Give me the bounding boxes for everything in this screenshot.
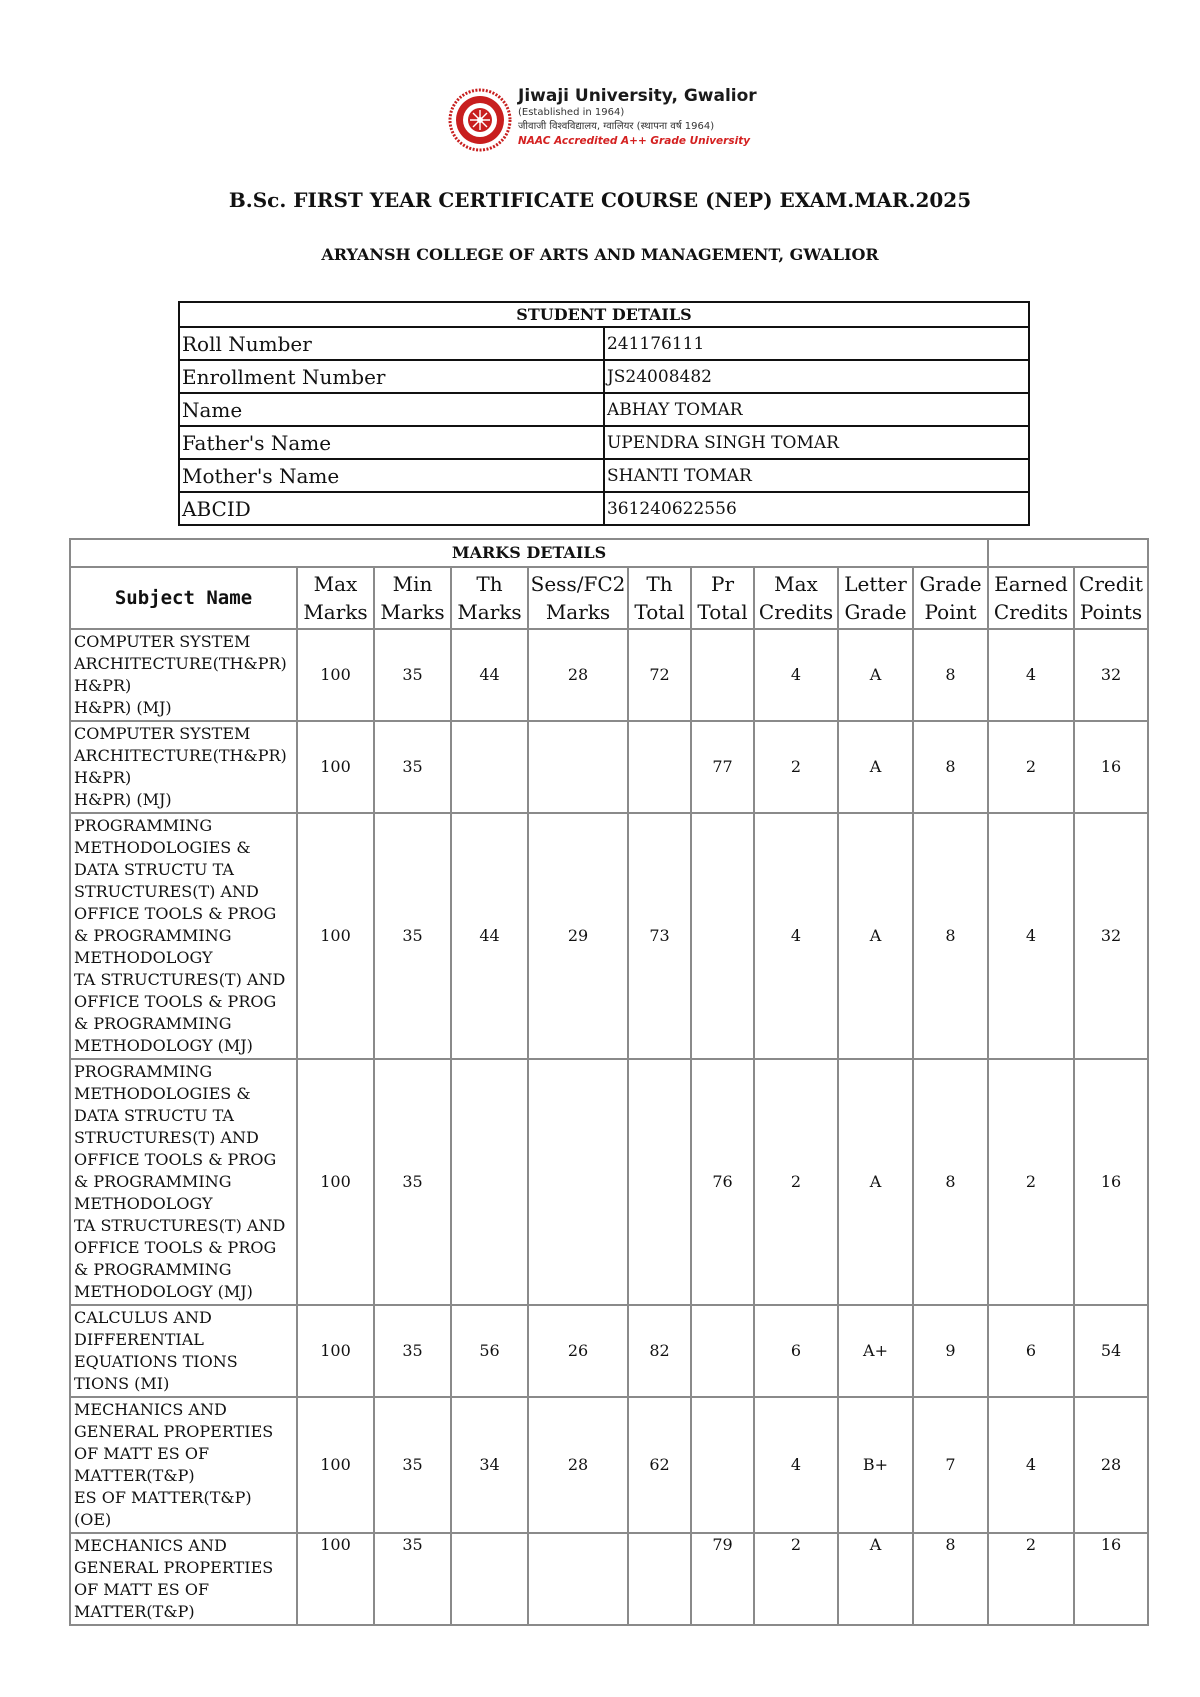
col-credit-points — [1074, 567, 1148, 629]
letter-grade-cell: B+ — [838, 1397, 913, 1533]
marks-details-heading-row — [70, 539, 1148, 567]
student-row-father — [179, 426, 1029, 459]
th-marks-cell — [451, 1059, 528, 1305]
grade-point-cell: 8 — [913, 1533, 988, 1625]
col-letter-grade-l1: Letter — [844, 572, 907, 596]
student-row-mother — [179, 459, 1029, 492]
subject-name-line: H&PR) (MJ) — [74, 790, 172, 809]
sess-marks-cell: 26 — [528, 1305, 628, 1397]
th-total-cell — [628, 1533, 691, 1625]
marks-row — [70, 721, 1148, 813]
marks-details-table — [69, 538, 1149, 1626]
subject-name-cell — [70, 1533, 297, 1625]
earned-credits-cell: 4 — [988, 1397, 1074, 1533]
subject-name-line: DATA STRUCTU TA — [74, 860, 234, 879]
subject-name-line: PROGRAMMING — [74, 816, 213, 835]
subject-name-line: DATA STRUCTU TA — [74, 1106, 234, 1125]
subject-name-line: OFFICE TOOLS & PROG — [74, 904, 277, 923]
credit-points-cell: 54 — [1074, 1305, 1148, 1397]
max-credits-cell: 2 — [754, 1533, 838, 1625]
subject-name-line: METHODOLOGY (MJ) — [74, 1036, 253, 1055]
subject-name-cell — [70, 1397, 297, 1533]
marks-row — [70, 813, 1148, 1059]
col-earned-credits-l2: Credits — [993, 600, 1069, 624]
sess-marks-cell: 29 — [528, 813, 628, 1059]
marks-details-heading: MARKS DETAILS — [70, 539, 988, 567]
student-details-table — [178, 301, 1030, 526]
subject-name-line: ARCHITECTURE(TH&PR) — [74, 746, 287, 765]
letter-grade-cell: A — [838, 721, 913, 813]
subject-name-line: H&PR) — [74, 676, 132, 695]
page-bottom-margin — [0, 1644, 1200, 1697]
subject-name-line: TA STRUCTURES(T) AND — [74, 1216, 286, 1235]
student-row-enrollment — [179, 360, 1029, 393]
pr-total-cell — [691, 1397, 754, 1533]
col-grade-point — [913, 567, 988, 629]
subject-name-cell — [70, 721, 297, 813]
subject-name-line: & PROGRAMMING — [74, 1172, 232, 1191]
max-marks-cell: 100 — [297, 1305, 374, 1397]
subject-name-cell — [70, 813, 297, 1059]
university-seal-icon — [448, 88, 512, 152]
subject-name-line: METHODOLOGY (MJ) — [74, 1282, 253, 1301]
min-marks-cell: 35 — [374, 1397, 451, 1533]
subject-name-line: PROGRAMMING — [74, 1062, 213, 1081]
subject-name-line: STRUCTURES(T) AND — [74, 882, 259, 901]
subject-name-line: OFFICE TOOLS & PROG — [74, 992, 277, 1011]
subject-name-line: H&PR) (MJ) — [74, 698, 172, 717]
th-marks-cell: 56 — [451, 1305, 528, 1397]
pr-total-cell — [691, 813, 754, 1059]
earned-credits-cell: 4 — [988, 629, 1074, 721]
subject-name-cell — [70, 1059, 297, 1305]
subject-name-line: ARCHITECTURE(TH&PR) — [74, 654, 287, 673]
col-earned-credits — [988, 567, 1074, 629]
grade-point-cell: 8 — [913, 813, 988, 1059]
subject-name-line: ES OF MATTER(T&P) — [74, 1488, 252, 1507]
subject-name-line: OFFICE TOOLS & PROG — [74, 1238, 277, 1257]
col-min-marks-l2: Marks — [380, 600, 445, 624]
letter-grade-cell: A — [838, 813, 913, 1059]
col-th-marks-l2: Marks — [457, 600, 522, 624]
student-value: SHANTI TOMAR — [604, 459, 1029, 492]
max-credits-cell: 2 — [754, 721, 838, 813]
student-value: UPENDRA SINGH TOMAR — [604, 426, 1029, 459]
marks-details-heading-blank — [988, 539, 1148, 567]
university-name: Jiwaji University, Gwalior — [518, 86, 757, 106]
max-marks-cell: 100 — [297, 1059, 374, 1305]
max-credits-cell: 4 — [754, 813, 838, 1059]
subject-name-line: & PROGRAMMING — [74, 1014, 232, 1033]
th-marks-cell — [451, 721, 528, 813]
credit-points-cell: 28 — [1074, 1397, 1148, 1533]
col-th-total-l2: Total — [634, 600, 685, 624]
student-label: Roll Number — [179, 327, 604, 360]
subject-name-line: & PROGRAMMING — [74, 1260, 232, 1279]
col-letter-grade-l2: Grade — [844, 600, 907, 624]
student-label: Father's Name — [179, 426, 604, 459]
subject-name-line: (OE) — [74, 1510, 112, 1529]
subject-name-line: COMPUTER SYSTEM — [74, 724, 251, 743]
col-min-marks-l1: Min — [392, 572, 433, 596]
university-logo-text — [518, 86, 757, 148]
earned-credits-cell: 2 — [988, 1533, 1074, 1625]
sess-marks-cell: 28 — [528, 1397, 628, 1533]
exam-title: B.Sc. FIRST YEAR CERTIFICATE COURSE (NEP) EXAM.MAR.2025 — [228, 188, 972, 212]
student-details-heading: STUDENT DETAILS — [179, 302, 1029, 327]
th-total-cell — [628, 1059, 691, 1305]
subject-name-line: METHODOLOGY — [74, 1194, 213, 1213]
grade-point-cell: 8 — [913, 721, 988, 813]
sess-marks-cell — [528, 1059, 628, 1305]
subject-name-line: TIONS (MI) — [74, 1374, 170, 1393]
university-hindi-name: जीवाजी विश्वविद्यालय, ग्वालियर (स्थापना वर्ष 1964) — [518, 121, 715, 132]
col-earned-credits-l1: Earned — [994, 572, 1068, 596]
marks-row — [70, 1397, 1148, 1533]
grade-point-cell: 8 — [913, 629, 988, 721]
marks-row — [70, 1059, 1148, 1305]
col-grade-point-l2: Point — [924, 600, 977, 624]
subject-name-cell — [70, 1305, 297, 1397]
pr-total-cell — [691, 1305, 754, 1397]
col-sess-marks-l1: Sess/FC2 — [530, 572, 626, 596]
earned-credits-cell: 6 — [988, 1305, 1074, 1397]
credit-points-cell: 16 — [1074, 1059, 1148, 1305]
letter-grade-cell: A — [838, 1533, 913, 1625]
pr-total-cell — [691, 629, 754, 721]
subject-name-cell — [70, 629, 297, 721]
col-th-total — [628, 567, 691, 629]
subject-name-line: METHODOLOGY — [74, 948, 213, 967]
subject-name-line: H&PR) — [74, 768, 132, 787]
student-row-roll — [179, 327, 1029, 360]
col-max-marks-l2: Marks — [303, 600, 368, 624]
subject-name-line: TA STRUCTURES(T) AND — [74, 970, 286, 989]
col-credit-points-l1: Credit — [1079, 572, 1143, 596]
student-row-name — [179, 393, 1029, 426]
college-name: ARYANSH COLLEGE OF ARTS AND MANAGEMENT, GWALIOR — [321, 245, 879, 264]
letter-grade-cell: A — [838, 629, 913, 721]
col-pr-total-l1: Pr — [710, 572, 735, 596]
col-credit-points-l2: Points — [1079, 600, 1143, 624]
th-total-cell: 73 — [628, 813, 691, 1059]
credit-points-cell: 16 — [1074, 721, 1148, 813]
min-marks-cell: 35 — [374, 721, 451, 813]
max-credits-cell: 4 — [754, 629, 838, 721]
max-credits-cell: 2 — [754, 1059, 838, 1305]
col-th-marks — [451, 567, 528, 629]
marks-table-body — [70, 629, 1148, 1625]
max-marks-cell: 100 — [297, 1397, 374, 1533]
max-marks-cell: 100 — [297, 1533, 374, 1625]
subject-name-line: METHODOLOGIES & — [74, 838, 251, 857]
grade-point-cell: 7 — [913, 1397, 988, 1533]
max-credits-cell: 6 — [754, 1305, 838, 1397]
max-marks-cell: 100 — [297, 629, 374, 721]
sess-marks-cell: 28 — [528, 629, 628, 721]
letter-grade-cell: A+ — [838, 1305, 913, 1397]
grade-point-cell: 9 — [913, 1305, 988, 1397]
subject-name-line: MECHANICS AND — [74, 1536, 227, 1555]
col-min-marks — [374, 567, 451, 629]
col-th-total-l1: Th — [646, 572, 673, 596]
max-credits-cell: 4 — [754, 1397, 838, 1533]
subject-name-line: MECHANICS AND — [74, 1400, 227, 1419]
col-sess-marks-l2: Marks — [545, 600, 611, 624]
subject-name-line: EQUATIONS TIONS — [74, 1352, 238, 1371]
letter-grade-cell: A — [838, 1059, 913, 1305]
col-max-credits — [754, 567, 838, 629]
max-marks-cell: 100 — [297, 813, 374, 1059]
col-subject-name: Subject Name — [70, 567, 297, 629]
th-marks-cell — [451, 1533, 528, 1625]
pr-total-cell: 76 — [691, 1059, 754, 1305]
col-letter-grade — [838, 567, 913, 629]
subject-name-line: DIFFERENTIAL — [74, 1330, 204, 1349]
min-marks-cell: 35 — [374, 813, 451, 1059]
subject-name-line: STRUCTURES(T) AND — [74, 1128, 259, 1147]
subject-name-line: CALCULUS AND — [74, 1308, 212, 1327]
student-label: Enrollment Number — [179, 360, 604, 393]
marks-column-header-row — [70, 567, 1148, 629]
credit-points-cell: 32 — [1074, 813, 1148, 1059]
subject-name-line: COMPUTER SYSTEM — [74, 632, 251, 651]
student-label: Mother's Name — [179, 459, 604, 492]
grade-point-cell: 8 — [913, 1059, 988, 1305]
marks-row — [70, 1305, 1148, 1397]
subject-name-line: GENERAL PROPERTIES — [74, 1422, 274, 1441]
credit-points-cell: 16 — [1074, 1533, 1148, 1625]
subject-name-line: OF MATT ES OF — [74, 1444, 210, 1463]
subject-name-line: & PROGRAMMING — [74, 926, 232, 945]
col-sess-marks — [528, 567, 628, 629]
col-pr-total — [691, 567, 754, 629]
subject-name-line: OFFICE TOOLS & PROG — [74, 1150, 277, 1169]
col-grade-point-l1: Grade — [919, 572, 982, 596]
min-marks-cell: 35 — [374, 629, 451, 721]
col-max-credits-l1: Max — [774, 572, 818, 596]
subject-name-line: OF MATT ES OF — [74, 1580, 210, 1599]
credit-points-cell: 32 — [1074, 629, 1148, 721]
th-marks-cell: 44 — [451, 629, 528, 721]
subject-name-line: MATTER(T&P) — [74, 1466, 195, 1485]
university-established: (Established in 1964) — [518, 107, 625, 118]
subject-name-line: METHODOLOGIES & — [74, 1084, 251, 1103]
th-total-cell: 82 — [628, 1305, 691, 1397]
th-marks-cell: 44 — [451, 813, 528, 1059]
col-pr-total-l2: Total — [697, 600, 748, 624]
sess-marks-cell — [528, 721, 628, 813]
student-value: JS24008482 — [604, 360, 1029, 393]
sess-marks-cell — [528, 1533, 628, 1625]
min-marks-cell: 35 — [374, 1305, 451, 1397]
max-marks-cell: 100 — [297, 721, 374, 813]
th-total-cell: 62 — [628, 1397, 691, 1533]
university-naac: NAAC Accredited A++ Grade University — [518, 135, 751, 147]
col-max-marks — [297, 567, 374, 629]
earned-credits-cell: 4 — [988, 813, 1074, 1059]
earned-credits-cell: 2 — [988, 1059, 1074, 1305]
subject-name-line: GENERAL PROPERTIES — [74, 1558, 274, 1577]
student-label: Name — [179, 393, 604, 426]
student-value: ABHAY TOMAR — [604, 393, 1029, 426]
pr-total-cell: 77 — [691, 721, 754, 813]
university-logo — [448, 86, 768, 158]
marks-row — [70, 629, 1148, 721]
marks-row — [70, 1533, 1148, 1625]
th-total-cell: 72 — [628, 629, 691, 721]
col-max-credits-l2: Credits — [758, 600, 834, 624]
earned-credits-cell: 2 — [988, 721, 1074, 813]
pr-total-cell: 79 — [691, 1533, 754, 1625]
subject-name-line: MATTER(T&P) — [74, 1602, 195, 1621]
th-total-cell — [628, 721, 691, 813]
student-details-header-row — [179, 302, 1029, 327]
th-marks-cell: 34 — [451, 1397, 528, 1533]
student-row-abcid — [179, 492, 1029, 525]
min-marks-cell: 35 — [374, 1533, 451, 1625]
student-value: 361240622556 — [604, 492, 1029, 525]
min-marks-cell: 35 — [374, 1059, 451, 1305]
student-label: ABCID — [179, 492, 604, 525]
student-value: 241176111 — [604, 327, 1029, 360]
col-th-marks-l1: Th — [476, 572, 503, 596]
col-max-marks-l1: Max — [313, 572, 358, 596]
